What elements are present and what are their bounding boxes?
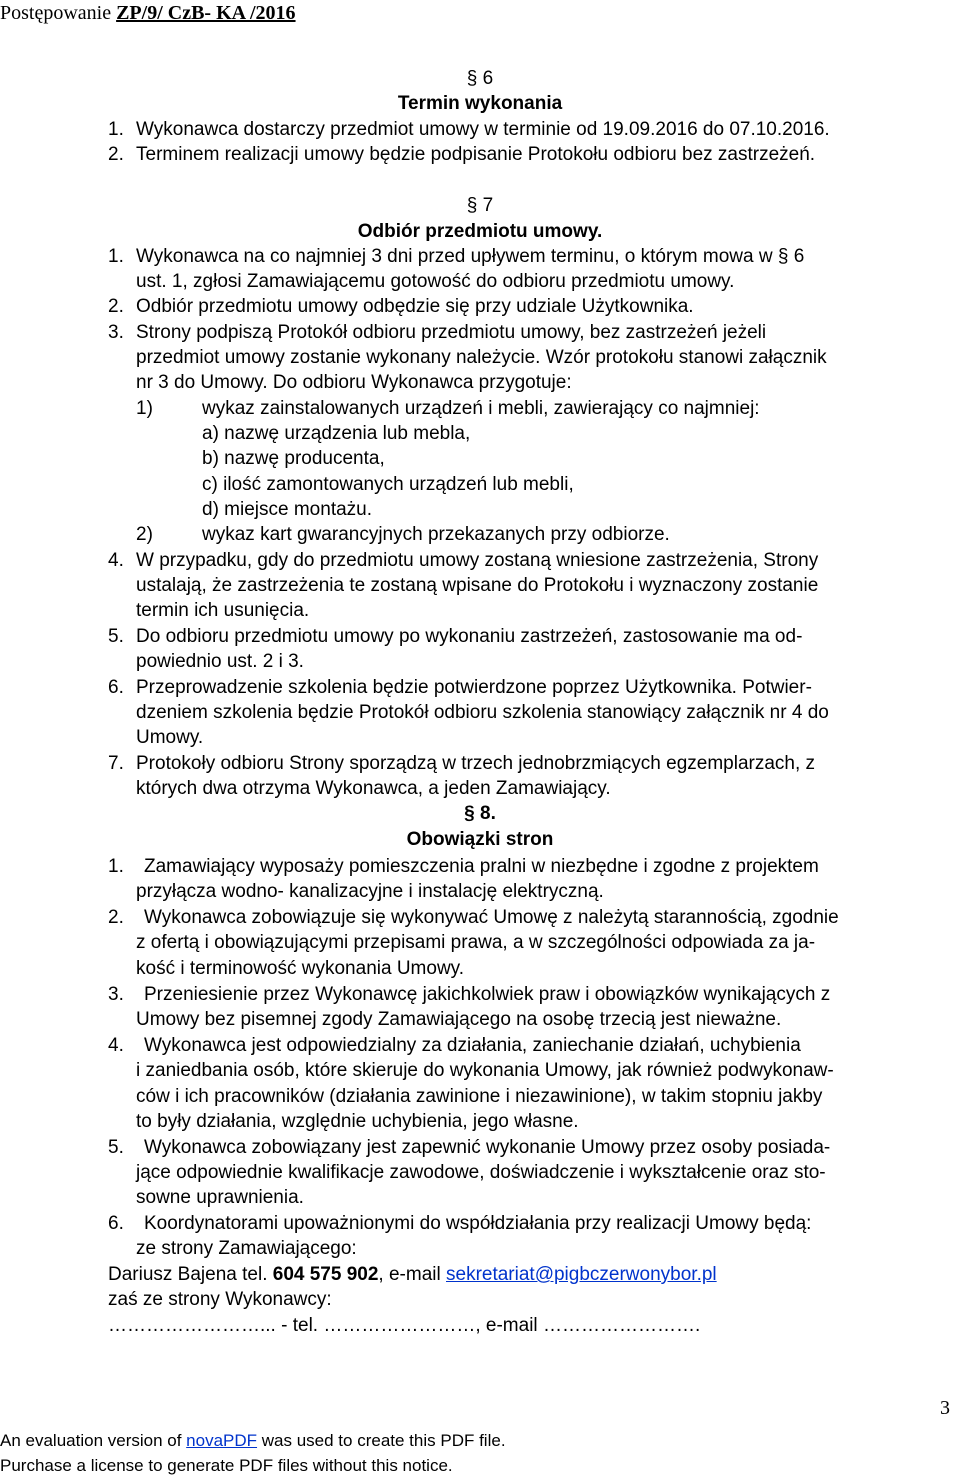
s7-item-6-line-2: dzeniem szkolenia będzie Protokół odbioru szkolenia stanowiący załącznik nr 4 do xyxy=(136,702,829,723)
s7-item-4-line-3: termin ich usunięcia. xyxy=(136,600,310,621)
s7-letter-c: c) ilość zamontowanych urządzeń lub mebli, xyxy=(202,474,574,495)
section-6-title: Termin wykonania xyxy=(397,93,563,114)
footer-notice-line-1: An evaluation version of novaPDF was used to create this PDF file. xyxy=(0,1431,506,1450)
s7-item-6-line-3: Umowy. xyxy=(136,727,204,748)
s8-item-4-line-2: i zaniedbania osób, które skieruje do wykonania Umowy, jak również podwykonaw- xyxy=(136,1060,834,1081)
s8-item-2-line-1: Wykonawca zobowiązuje się wykonywać Umowę z należytą starannością, zgodnie xyxy=(144,907,839,928)
s7-subitem-2-text: wykaz kart gwarancyjnych przekazanych przy odbiorze. xyxy=(202,524,670,545)
s7-item-3-num: 3. xyxy=(108,322,124,343)
s8-item-1-line-1: Zamawiający wyposaży pomieszczenia pralni w niezbędne i zgodne z projektem xyxy=(144,856,819,877)
s8-item-2-num: 2. xyxy=(108,907,124,928)
s7-letter-b: b) nazwę producenta, xyxy=(202,448,385,469)
s8-item-1-num: 1. xyxy=(108,856,124,877)
s8-item-3-line-1: Przeniesienie przez Wykonawcę jakichkolwiek praw i obowiązków wynikających z xyxy=(144,984,831,1005)
email-link[interactable]: sekretariat@pigbczerwonybor.pl xyxy=(446,1264,717,1285)
section-sign-icon: § xyxy=(777,246,789,267)
section-sign-icon: § xyxy=(466,195,478,216)
s8-item-3-line-2: Umowy bez pisemnej zgody Zamawiającego na osobę trzecią jest nieważne. xyxy=(136,1009,782,1030)
s7-letter-d: d) miejsce montażu. xyxy=(202,499,373,520)
footer-notice-line-2: Purchase a license to generate PDF files without this notice. xyxy=(0,1456,453,1475)
s8-item-5-line-3: sowne uprawnienia. xyxy=(136,1187,304,1208)
case-reference: ZP/9/ CzB- KA /2016 xyxy=(116,2,296,24)
page-number: 3 xyxy=(940,1397,950,1419)
s7-item-5-line-1: Do odbioru przedmiotu umowy po wykonaniu zastrzeżeń, zastosowanie ma od- xyxy=(136,626,803,647)
s8-item-2-line-2: z ofertą i obowiązującymi przepisami prawa, a w szczególności odpowiada za ja- xyxy=(136,932,816,953)
s8-item-5-line-2: jące odpowiednie kwalifikacje zawodowe, doświadczenie i wykształcenie oraz sto- xyxy=(136,1162,826,1183)
s7-subitem-1-text: wykaz zainstalowanych urządzeń i mebli, zawierający co najmniej: xyxy=(202,398,760,419)
s8-item-6-line-1: Koordynatorami upoważnionymi do współdziałania przy realizacji Umowy będą: xyxy=(144,1213,812,1234)
s6-item-2-text: Terminem realizacji umowy będzie podpisanie Protokołu odbioru bez zastrzeżeń. xyxy=(136,144,816,165)
s6-item-1-text: Wykonawca dostarczy przedmiot umowy w terminie od 19.09.2016 do 07.10.2016. xyxy=(136,119,830,140)
s7-item-3-line-2: przedmiot umowy zostanie wykonany należycie. Wzór protokołu stanowi załącznik xyxy=(136,347,827,368)
zamawiajacy-contact-line: Dariusz Bajena tel. 604 575 902, e-mail sekretariat@pigbczerwonybor.pl xyxy=(108,1264,717,1285)
section-6-number: § 6 xyxy=(466,68,494,89)
phone-number: 604 575 902 xyxy=(272,1264,379,1285)
s7-item-6-num: 6. xyxy=(108,677,124,698)
section-8-title: Obowiązki stron xyxy=(406,829,554,850)
s8-item-6-line-2: ze strony Zamawiającego: xyxy=(136,1238,357,1259)
s8-item-4-line-1: Wykonawca jest odpowiedzialny za działania, zaniechanie działań, uchybienia xyxy=(144,1035,801,1056)
section-7-title: Odbiór przedmiotu umowy. xyxy=(357,221,603,242)
s7-item-7-num: 7. xyxy=(108,753,124,774)
section-sign-icon: § xyxy=(464,803,475,824)
s7-item-3-line-1: Strony podpiszą Protokół odbioru przedmiotu umowy, bez zastrzeżeń jeżeli xyxy=(136,322,767,343)
s8-item-4-num: 4. xyxy=(108,1035,124,1056)
s8-item-3-num: 3. xyxy=(108,984,124,1005)
s7-item-6-line-1: Przeprowadzenie szkolenia będzie potwierdzone poprzez Użytkownika. Potwier- xyxy=(136,677,812,698)
novapdf-link[interactable]: novaPDF xyxy=(186,1431,258,1450)
s7-item-2-num: 2. xyxy=(108,296,124,317)
s7-item-1-line-2: ust. 1, zgłosi Zamawiającemu gotowość do odbioru przedmiotu umowy. xyxy=(136,271,735,292)
s7-item-5-line-2: powiednio ust. 2 i 3. xyxy=(136,651,304,672)
s7-item-4-line-2: ustalają, że zastrzeżenia te zostaną wpisane do Protokołu i wyznaczony zostanie xyxy=(136,575,819,596)
s8-item-4-line-4: to były działania, względnie uchybienia, jego własne. xyxy=(136,1111,579,1132)
s7-item-2-line-1: Odbiór przedmiotu umowy odbędzie się przy udziale Użytkownika. xyxy=(136,296,694,317)
s6-item-1-num: 1. xyxy=(108,119,124,140)
section-7-number: § 7 xyxy=(466,195,494,216)
s7-item-1-line-1: Wykonawca na co najmniej 3 dni przed upływem terminu, o którym mowa w § 6 xyxy=(136,246,805,267)
s7-item-7-line-1: Protokoły odbioru Strony sporządzą w trzech jednobrzmiących egzemplarzach, z xyxy=(136,753,816,774)
s7-item-3-line-3: nr 3 do Umowy. Do odbioru Wykonawca przygotuje: xyxy=(136,372,572,393)
section-sign-icon: § xyxy=(466,68,478,89)
s7-item-5-num: 5. xyxy=(108,626,124,647)
s8-item-6-num: 6. xyxy=(108,1213,124,1234)
s7-letter-a: a) nazwę urządzenia lub mebla, xyxy=(202,423,471,444)
wykonawca-contact-line: ……………………... - tel. ……………………, e-mail ……………………. xyxy=(108,1315,701,1336)
wykonawca-contact-label: zaś ze strony Wykonawcy: xyxy=(108,1289,332,1310)
s8-item-5-num: 5. xyxy=(108,1137,124,1158)
s7-item-1-num: 1. xyxy=(108,246,124,267)
s7-item-4-num: 4. xyxy=(108,550,124,571)
s7-item-4-line-1: W przypadku, gdy do przedmiotu umowy zostaną wniesione zastrzeżenia, Strony xyxy=(136,550,819,571)
s8-item-5-line-1: Wykonawca zobowiązany jest zapewnić wykonanie Umowy przez osoby posiada- xyxy=(144,1137,831,1158)
s8-item-1-line-2: przyłącza wodno- kanalizacyjne i instalację elektryczną. xyxy=(136,881,604,902)
s8-item-4-line-3: ców i ich pracowników (działania zawinione i niezawinione), w takim stopniu jakby xyxy=(136,1086,823,1107)
s7-subitem-2-num: 2) xyxy=(136,524,153,545)
s8-item-2-line-3: kość i terminowość wykonania Umowy. xyxy=(136,958,465,979)
s7-item-7-line-2: których dwa otrzyma Wykonawca, a jeden Zamawiający. xyxy=(136,778,611,799)
s6-item-2-num: 2. xyxy=(108,144,124,165)
page-header: Postępowanie ZP/9/ CzB- KA /2016 xyxy=(0,2,296,24)
section-8-number: § 8. xyxy=(464,803,496,824)
s7-subitem-1-num: 1) xyxy=(136,398,153,419)
